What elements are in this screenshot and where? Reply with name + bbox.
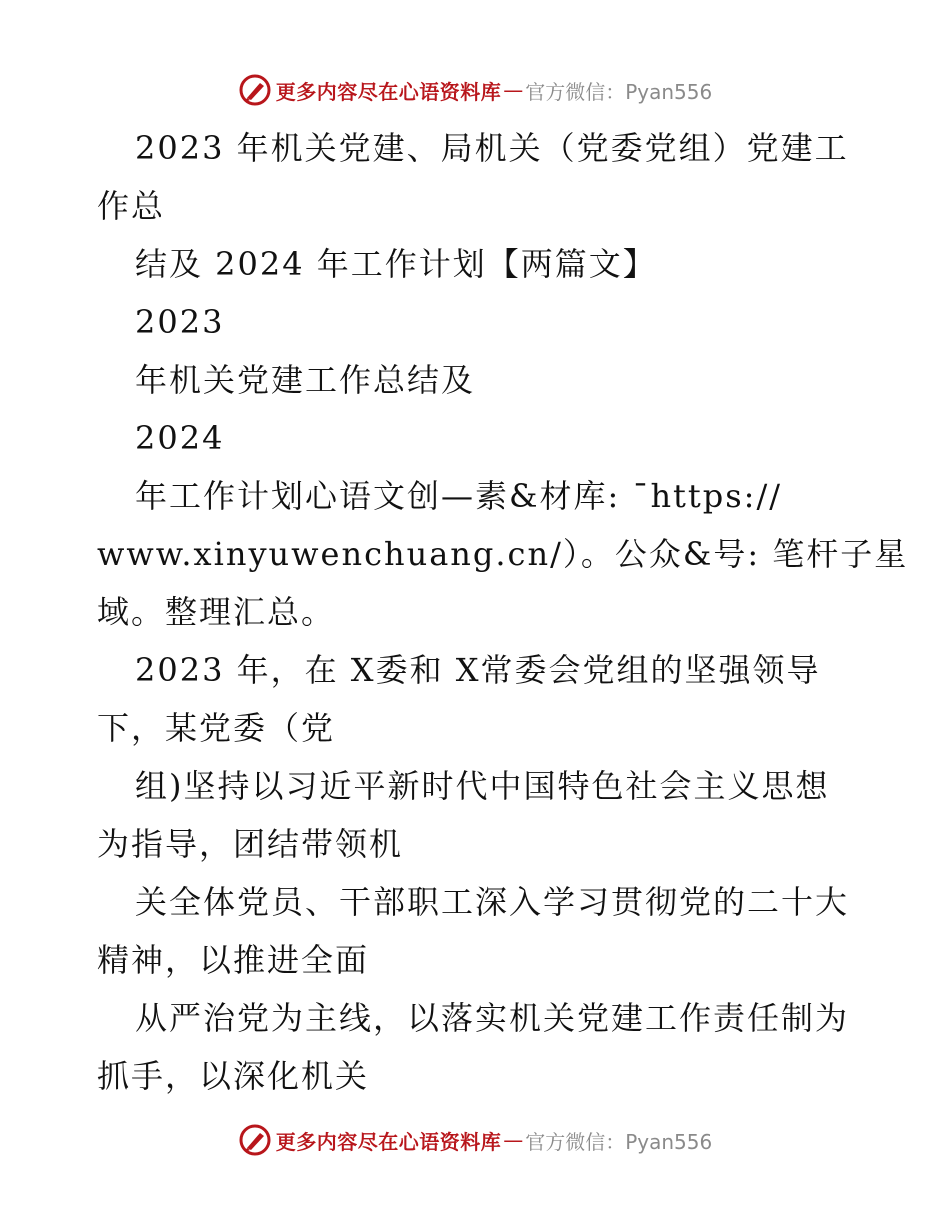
- banner-tail-text: 官方微信：Pyan556: [525, 79, 713, 104]
- body-line-wrap: 域。整理汇总。: [97, 593, 336, 631]
- body-line: 2024: [135, 419, 225, 457]
- header-banner: [0, 70, 950, 110]
- banner-dash: —: [503, 78, 524, 102]
- body-line: 年机关党建工作总结及: [135, 361, 476, 399]
- body-line: 从严治党为主线，以落实机关党建工作责任制为: [135, 999, 850, 1037]
- title-line: 2023 年机关党建、局机关（党委党组）党建工: [135, 129, 849, 167]
- body-line: 组)坚持以习近平新时代中国特色社会主义思想: [135, 767, 830, 805]
- body-line: 2023 年，在 X委和 X常委会党组的坚强领导: [135, 651, 821, 689]
- body-line-wrap: 精神，以推进全面: [97, 941, 370, 979]
- body-line-wrap: www.xinyuwenchuang.cn/）。公众&号: 笔杆子星: [97, 535, 909, 573]
- body-line-wrap: 为指导，团结带领机: [97, 825, 404, 863]
- body-line-wrap: 下，某党委（党: [97, 709, 336, 747]
- body-line-wrap: 抓手，以深化机关: [97, 1057, 370, 1095]
- banner-lead-text: 更多内容尽在心语资料库: [275, 79, 502, 104]
- body-line: 年工作计划心语文创—素&材库: ¯https://: [135, 477, 783, 515]
- banner-tail-text: 官方微信：Pyan556: [525, 1129, 713, 1154]
- pen-logo-icon: [238, 1123, 272, 1157]
- banner-dash: —: [503, 1128, 524, 1152]
- body-line: 关全体党员、干部职工深入学习贯彻党的二十大: [135, 883, 850, 921]
- banner-lead-text: 更多内容尽在心语资料库: [275, 1129, 502, 1154]
- pen-logo-icon: [238, 73, 272, 107]
- body-line: 2023: [135, 303, 225, 341]
- title-line-wrap: 作总: [97, 187, 166, 225]
- footer-banner: [0, 1120, 950, 1160]
- title-line: 结及 2024 年工作计划【两篇文】: [135, 245, 657, 283]
